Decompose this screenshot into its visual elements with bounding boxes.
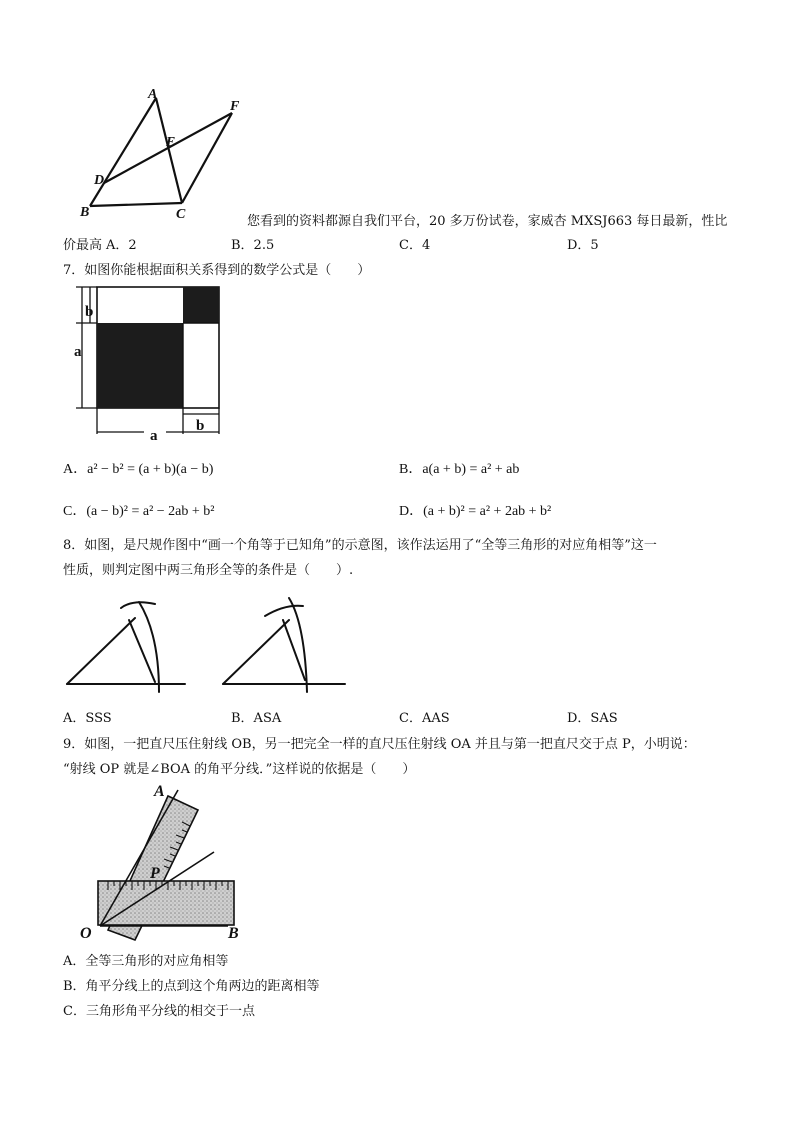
q6-option-d: D．5 <box>567 238 599 253</box>
q7-option-a: A．a² − b² = (a + b)(a − b) <box>63 462 214 477</box>
q8-option-b: B．ASA <box>231 711 282 726</box>
q6-segment-BC <box>90 203 182 206</box>
q9-label-A: A <box>154 783 165 800</box>
q6-label-E: E <box>166 135 176 150</box>
q6-segment-AC <box>156 98 182 203</box>
q8-stem-line2: 性质，则判定图中两三角形全等的条件是（ ）. <box>63 563 354 578</box>
q8-option-c: C．AAS <box>399 711 450 726</box>
q8-stem-line1: 8．如图，是尺规作图中“画一个角等于已知角”的示意图，该作法运用了“全等三角形的对应角相等”这一 <box>63 538 657 553</box>
q7-option-b: B．a(a + b) = a² + ab <box>399 462 520 477</box>
q9-label-B: B <box>228 925 239 942</box>
q7-option-d: D．(a + b)² = a² + 2ab + b² <box>399 504 552 519</box>
q7-label-a-bottom: a <box>150 428 158 444</box>
q9-stem-line1: 9．如图，一把直尺压住射线 OB，另一把完全一样的直尺压住射线 OA 并且与第一把直尺交于点 P，小明说： <box>63 737 696 752</box>
q9-figure <box>78 780 248 945</box>
q7-shaded-small-square <box>183 287 219 323</box>
q7-label-a-left: a <box>74 344 82 360</box>
q7-label-b-left: b <box>85 304 94 320</box>
q9-option-b: B．角平分线上的点到这个角两边的距离相等 <box>63 979 320 994</box>
q7-label-b-bottom: b <box>196 418 205 434</box>
q9-ruler-ob <box>98 881 234 925</box>
q8-figure-right <box>219 594 349 694</box>
q6-label-C: C <box>176 207 186 222</box>
q6-option-b: B．2.5 <box>231 238 275 253</box>
q6-option-c: C．4 <box>399 238 431 253</box>
q6-figure <box>78 88 248 223</box>
q6-options-prefix: 价最高 <box>63 238 103 253</box>
q7-stem: 7．如图你能根据面积关系得到的数学公式是（ ） <box>63 263 371 278</box>
q9-option-c: C．三角形角平分线的相交于一点 <box>63 1004 255 1019</box>
q6-label-D: D <box>94 173 105 188</box>
q6-ad-line: 您看到的资料都源自我们平台，20 多万份试卷，家威杏 MXSJ663 每日最新，性比 <box>247 214 728 229</box>
q9-label-P: P <box>150 865 160 882</box>
q7-shaded-large-square <box>97 323 183 408</box>
q8-option-a: A．SSS <box>63 711 112 726</box>
q9-option-a: A．全等三角形的对应角相等 <box>63 954 229 969</box>
q9-stem-line2: “射线 OP 就是∠BOA 的角平分线．”这样说的依据是（ ） <box>63 762 416 777</box>
q7-option-c: C．(a − b)² = a² − 2ab + b² <box>63 504 215 519</box>
q8-option-d: D．SAS <box>567 711 618 726</box>
q8-figure-left <box>63 594 193 694</box>
q9-label-O: O <box>80 925 92 942</box>
q6-label-A: A <box>148 88 158 102</box>
q6-segment-AB <box>90 98 156 206</box>
q6-option-a: A．2 <box>106 238 137 253</box>
q6-label-F: F <box>230 99 240 114</box>
q6-label-B: B <box>80 205 90 220</box>
q7-figure <box>72 284 227 444</box>
